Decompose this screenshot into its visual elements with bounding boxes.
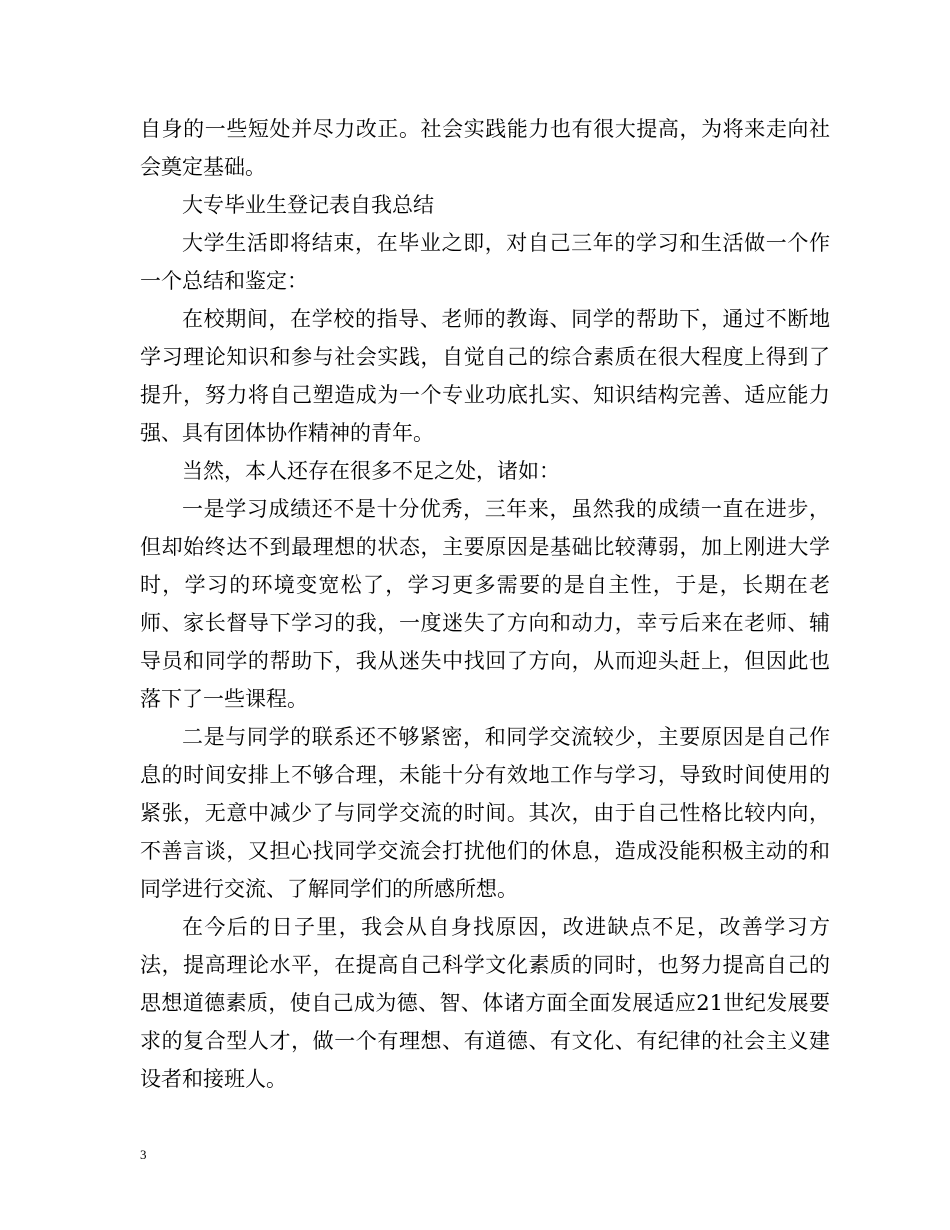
paragraph-future: 在今后的日子里，我会从自身找原因，改进缺点不足，改善学习方法，提高理论水平，在提高自己科学文化素质的同时，也努力提高自己的思想道德素质，使自己成为德、智、体诸方面全面发展适应21世纪发展要求的复合型人才，做一个有理想、有道德、有文化、有纪律的社会主义建设者和接班人。 bbox=[140, 915, 830, 1091]
section-heading: 大专毕业生登记表自我总结 bbox=[182, 193, 434, 217]
paragraph-school-period: 在校期间，在学校的指导、老师的教诲、同学的帮助下，通过不断地学习理论知识和参与社会实践，自觉自己的综合素质在很大程度上得到了提升，努力将自己塑造成为一个专业功底扎实、知识结构完善、适应能力强、具有团体协作精神的青年。 bbox=[140, 307, 830, 445]
paragraph-shortcomings-intro: 当然，本人还存在很多不足之处，诸如： bbox=[182, 459, 560, 483]
paragraph-shortcoming-two: 二是与同学的联系还不够紧密，和同学交流较少，主要原因是自己作息的时间安排上不够合理，未能十分有效地工作与学习，导致时间使用的紧张，无意中减少了与同学交流的时间。其次，由于自己性格比较内向，不善言谈，又担心找同学交流会打扰他们的休息，造成没能积极主动的和同学进行交流、了解同学们的所感所想。 bbox=[140, 725, 830, 901]
page-number: 3 bbox=[140, 1147, 147, 1162]
document-body bbox=[140, 110, 830, 1098]
paragraph-intro: 大学生活即将结束，在毕业之即，对自己三年的学习和生活做一个作一个总结和鉴定： bbox=[140, 231, 830, 293]
paragraph-shortcoming-one: 一是学习成绩还不是十分优秀，三年来，虽然我的成绩一直在进步，但却始终达不到最理想的状态，主要原因是基础比较薄弱，加上刚进大学时，学习的环境变宽松了，学习更多需要的是自主性，于是，长期在老师、家长督导下学习的我，一度迷失了方向和动力，幸亏后来在老师、辅导员和同学的帮助下，我从迷失中找回了方向，从而迎头赶上，但因此也落下了一些课程。 bbox=[140, 497, 830, 711]
paragraph-continuation: 自身的一些短处并尽力改正。社会实践能力也有很大提高，为将来走向社会奠定基础。 bbox=[140, 117, 830, 179]
